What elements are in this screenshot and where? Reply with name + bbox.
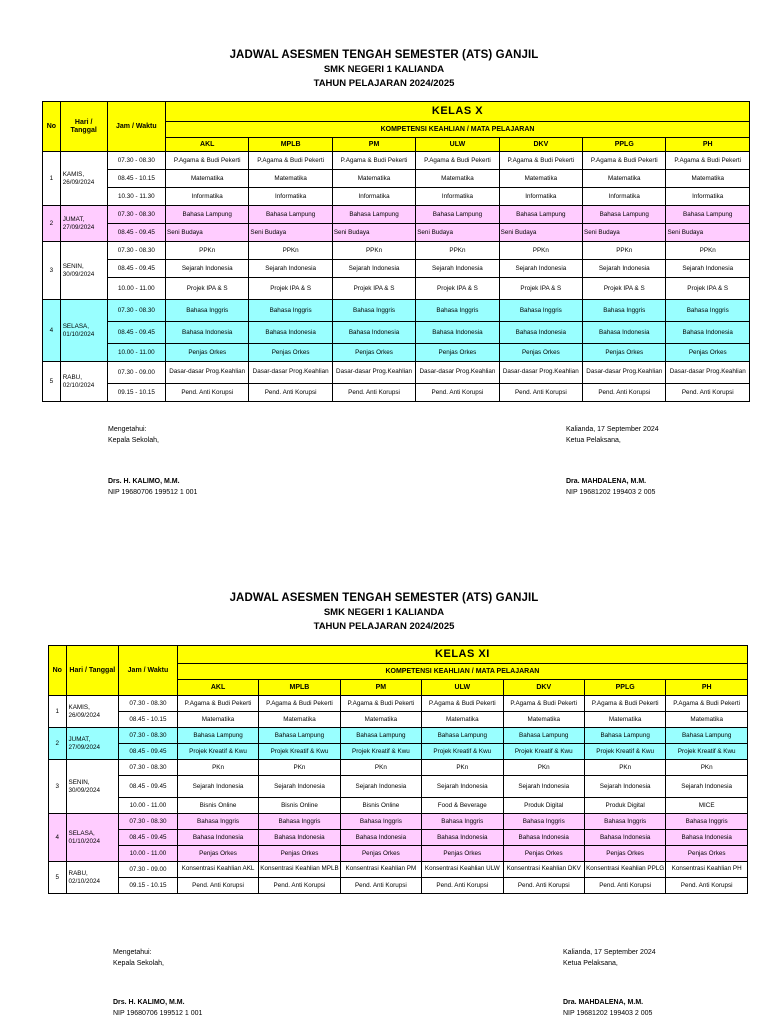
- subject-cell: PPKn: [666, 242, 750, 260]
- subject-cell: Bahasa Lampung: [499, 206, 582, 224]
- kompetensi-header: KOMPETENSI KEAHLIAN / MATA PELAJARAN: [166, 122, 750, 138]
- school-name: SMK NEGERI 1 KALIANDA: [323, 607, 445, 618]
- subject-cell: Matematika: [584, 712, 665, 728]
- subject-cell: Pend. Anti Korupsi: [177, 878, 258, 894]
- table-row: [43, 152, 750, 170]
- subject-cell: Konsentrasi Keahlian AKL: [177, 862, 258, 878]
- academic-year: TAHUN PELAJARAN 2024/2025: [313, 621, 455, 632]
- subject-cell: Pend. Anti Korupsi: [332, 384, 415, 402]
- subject-cell: Seni Budaya: [499, 224, 582, 242]
- subject-cell: Bahasa Inggris: [416, 300, 499, 322]
- col-header-akl: AKL: [166, 138, 249, 152]
- subject-cell: Penjas Orkes: [583, 344, 666, 362]
- subject-cell: Bahasa Indonesia: [416, 322, 499, 344]
- subject-cell: Matematika: [340, 712, 421, 728]
- table-row: [43, 344, 750, 362]
- subject-cell: Seni Budaya: [332, 224, 415, 242]
- subject-cell: Seni Budaya: [249, 224, 332, 242]
- day-date: SELASA, 01/10/2024: [60, 300, 107, 362]
- kepala-label: Kepala Sekolah,: [113, 960, 164, 967]
- subject-cell: Penjas Orkes: [584, 846, 665, 862]
- subject-cell: PKn: [259, 760, 340, 776]
- signature-kepala: [108, 424, 197, 498]
- subject-cell: Bahasa Inggris: [249, 300, 332, 322]
- subject-cell: Sejarah Indonesia: [503, 776, 584, 798]
- subject-cell: P.Agama & Budi Pekerti: [422, 696, 503, 712]
- day-date: SENIN, 30/09/2024: [66, 760, 119, 814]
- subject-cell: Informatika: [583, 188, 666, 206]
- day-date: SENIN, 30/09/2024: [60, 242, 107, 300]
- subject-cell: PPKn: [249, 242, 332, 260]
- subject-cell: Matematika: [177, 712, 258, 728]
- subject-cell: Sejarah Indonesia: [422, 776, 503, 798]
- time-slot: 07.30 - 08.30: [119, 696, 178, 712]
- mengetahui-label: Mengetahui:: [108, 426, 147, 433]
- subject-cell: Pend. Anti Korupsi: [666, 384, 750, 402]
- time-slot: 07.30 - 08.30: [107, 300, 165, 322]
- col-header-pm: PM: [340, 680, 421, 696]
- day-number: 4: [49, 814, 67, 862]
- subject-cell: Bahasa Lampung: [340, 728, 421, 744]
- subject-cell: Informatika: [499, 188, 582, 206]
- subject-cell: Bahasa Lampung: [422, 728, 503, 744]
- col-header-time: Jam / Waktu: [119, 646, 178, 696]
- table-row: [43, 206, 750, 224]
- subject-cell: Bahasa Indonesia: [166, 322, 249, 344]
- subject-cell: Bisnis Online: [177, 798, 258, 814]
- subject-cell: Bahasa Indonesia: [249, 322, 332, 344]
- col-header-time: Jam / Waktu: [107, 102, 165, 152]
- table-row: [43, 362, 750, 384]
- col-header-dkv: DKV: [499, 138, 582, 152]
- subject-cell: Projek Kreatif & Kwu: [584, 744, 665, 760]
- subject-cell: Sejarah Indonesia: [416, 260, 499, 278]
- subject-cell: Pend. Anti Korupsi: [249, 384, 332, 402]
- subject-cell: Pend. Anti Korupsi: [503, 878, 584, 894]
- subject-cell: Projek IPA & S: [499, 278, 582, 300]
- subject-cell: Dasar-dasar Prog.Keahlian: [416, 362, 499, 384]
- subject-cell: PPKn: [332, 242, 415, 260]
- signature-ketua: [563, 947, 656, 1019]
- subject-cell: Bahasa Lampung: [666, 728, 748, 744]
- subject-cell: PPKn: [416, 242, 499, 260]
- subject-cell: Produk Digital: [503, 798, 584, 814]
- doc-title: JADWAL ASESMEN TENGAH SEMESTER (ATS) GANJIL: [229, 592, 539, 604]
- time-slot: 07.30 - 08.30: [107, 206, 165, 224]
- subject-cell: Seni Budaya: [416, 224, 499, 242]
- table-row: [43, 260, 750, 278]
- subject-cell: Produk Digital: [584, 798, 665, 814]
- table-row: [49, 878, 748, 894]
- schedule-table: [42, 101, 750, 402]
- table-row: [49, 760, 748, 776]
- subject-cell: PKn: [503, 760, 584, 776]
- subject-cell: Matematika: [666, 712, 748, 728]
- subject-cell: Sejarah Indonesia: [499, 260, 582, 278]
- subject-cell: Pend. Anti Korupsi: [340, 878, 421, 894]
- subject-cell: Penjas Orkes: [249, 344, 332, 362]
- time-slot: 08.45 - 09.45: [119, 744, 178, 760]
- table-row: [43, 300, 750, 322]
- subject-cell: Pend. Anti Korupsi: [499, 384, 582, 402]
- subject-cell: Bahasa Inggris: [422, 814, 503, 830]
- subject-cell: Bahasa Indonesia: [584, 830, 665, 846]
- time-slot: 07.30 - 08.30: [107, 152, 165, 170]
- subject-cell: P.Agama & Budi Pekerti: [583, 152, 666, 170]
- col-header-dkv: DKV: [503, 680, 584, 696]
- subject-cell: Projek IPA & S: [583, 278, 666, 300]
- subject-cell: Matematika: [666, 170, 750, 188]
- day-date: KAMIS, 26/09/2024: [60, 152, 107, 206]
- subject-cell: Projek IPA & S: [249, 278, 332, 300]
- day-number: 2: [43, 206, 61, 242]
- subject-cell: Penjas Orkes: [332, 344, 415, 362]
- time-slot: 10.00 - 11.00: [119, 846, 178, 862]
- table-row: [49, 846, 748, 862]
- subject-cell: Sejarah Indonesia: [177, 776, 258, 798]
- time-slot: 09.15 - 10.15: [107, 384, 165, 402]
- col-header-pm: PM: [332, 138, 415, 152]
- table-row: [49, 696, 748, 712]
- subject-cell: Bahasa Inggris: [503, 814, 584, 830]
- subject-cell: Bahasa Inggris: [259, 814, 340, 830]
- subject-cell: PPKn: [499, 242, 582, 260]
- subject-cell: Bisnis Online: [340, 798, 421, 814]
- subject-cell: Bahasa Indonesia: [340, 830, 421, 846]
- subject-cell: Matematika: [499, 170, 582, 188]
- subject-cell: Sejarah Indonesia: [249, 260, 332, 278]
- time-slot: 08.45 - 09.45: [107, 224, 165, 242]
- table-row: [49, 728, 748, 744]
- subject-cell: Bahasa Inggris: [499, 300, 582, 322]
- subject-cell: Matematika: [416, 170, 499, 188]
- subject-cell: Bahasa Lampung: [259, 728, 340, 744]
- subject-cell: Pend. Anti Korupsi: [666, 878, 748, 894]
- subject-cell: Bahasa Lampung: [332, 206, 415, 224]
- kepala-nip: NIP 19680706 199512 1 001: [108, 489, 198, 496]
- subject-cell: Matematika: [166, 170, 249, 188]
- col-header-akl: AKL: [177, 680, 258, 696]
- time-slot: 07.30 - 09.00: [119, 862, 178, 878]
- table-row: [49, 862, 748, 878]
- day-date: KAMIS, 26/09/2024: [66, 696, 119, 728]
- kepala-name: Drs. H. KALIMO, M.M.: [108, 478, 180, 485]
- header-kelas-x: [0, 48, 768, 91]
- subject-cell: P.Agama & Budi Pekerti: [259, 696, 340, 712]
- subject-cell: PPKn: [583, 242, 666, 260]
- subject-cell: Penjas Orkes: [503, 846, 584, 862]
- ketua-name: Dra. MAHDALENA, M.M.: [566, 478, 647, 485]
- col-header-day: Hari / Tanggal: [60, 102, 107, 152]
- kepala-label: Kepala Sekolah,: [108, 437, 159, 444]
- subject-cell: Bahasa Inggris: [340, 814, 421, 830]
- subject-cell: Informatika: [416, 188, 499, 206]
- col-header-pplg: PPLG: [584, 680, 665, 696]
- col-header-ph: PH: [666, 138, 750, 152]
- signature-kepala: [113, 947, 202, 1019]
- table-row: [43, 384, 750, 402]
- subject-cell: Bahasa Indonesia: [422, 830, 503, 846]
- time-slot: 10.30 - 11.30: [107, 188, 165, 206]
- subject-cell: Seni Budaya: [666, 224, 750, 242]
- subject-cell: Bahasa Inggris: [332, 300, 415, 322]
- subject-cell: Konsentrasi Keahlian ULW: [422, 862, 503, 878]
- subject-cell: Matematika: [422, 712, 503, 728]
- subject-cell: Penjas Orkes: [499, 344, 582, 362]
- subject-cell: Pend. Anti Korupsi: [259, 878, 340, 894]
- subject-cell: P.Agama & Budi Pekerti: [666, 152, 750, 170]
- subject-cell: Projek IPA & S: [166, 278, 249, 300]
- col-header-mplb: MPLB: [259, 680, 340, 696]
- time-slot: 10.00 - 11.00: [107, 278, 165, 300]
- subject-cell: Pend. Anti Korupsi: [584, 878, 665, 894]
- subject-cell: Bahasa Lampung: [584, 728, 665, 744]
- subject-cell: Bahasa Lampung: [503, 728, 584, 744]
- kelas-title: KELAS XI: [177, 646, 747, 664]
- subject-cell: Penjas Orkes: [666, 846, 748, 862]
- subject-cell: Bahasa Inggris: [177, 814, 258, 830]
- subject-cell: Bahasa Lampung: [416, 206, 499, 224]
- school-name: SMK NEGERI 1 KALIANDA: [323, 64, 445, 75]
- day-date: SELASA, 01/10/2024: [66, 814, 119, 862]
- sign-date: Kalianda, 17 September 2024: [566, 426, 659, 433]
- day-number: 2: [49, 728, 67, 760]
- doc-title: JADWAL ASESMEN TENGAH SEMESTER (ATS) GANJIL: [229, 49, 539, 61]
- time-slot: 07.30 - 08.30: [119, 728, 178, 744]
- day-number: 4: [43, 300, 61, 362]
- subject-cell: P.Agama & Budi Pekerti: [340, 696, 421, 712]
- subject-cell: Matematika: [583, 170, 666, 188]
- subject-cell: Bahasa Indonesia: [499, 322, 582, 344]
- subject-cell: Konsentrasi Keahlian PH: [666, 862, 748, 878]
- table-row: [49, 712, 748, 728]
- subject-cell: Informatika: [332, 188, 415, 206]
- subject-cell: Bahasa Inggris: [666, 814, 748, 830]
- subject-cell: Pend. Anti Korupsi: [166, 384, 249, 402]
- subject-cell: Penjas Orkes: [177, 846, 258, 862]
- signature-ketua: [566, 424, 659, 498]
- subject-cell: Projek IPA & S: [666, 278, 750, 300]
- subject-cell: Pend. Anti Korupsi: [422, 878, 503, 894]
- subject-cell: Informatika: [249, 188, 332, 206]
- subject-cell: Pend. Anti Korupsi: [416, 384, 499, 402]
- subject-cell: P.Agama & Budi Pekerti: [584, 696, 665, 712]
- subject-cell: Food & Beverage: [422, 798, 503, 814]
- subject-cell: Sejarah Indonesia: [332, 260, 415, 278]
- subject-cell: Bahasa Indonesia: [583, 322, 666, 344]
- subject-cell: P.Agama & Budi Pekerti: [499, 152, 582, 170]
- table-row: [43, 242, 750, 260]
- table-row: [49, 798, 748, 814]
- kompetensi-header: KOMPETENSI KEAHLIAN / MATA PELAJARAN: [177, 664, 747, 680]
- subject-cell: Penjas Orkes: [259, 846, 340, 862]
- subject-cell: Pend. Anti Korupsi: [583, 384, 666, 402]
- time-slot: 08.45 - 10.15: [107, 170, 165, 188]
- academic-year: TAHUN PELAJARAN 2024/2025: [313, 78, 455, 89]
- subject-cell: Projek Kreatif & Kwu: [503, 744, 584, 760]
- table-row: [43, 188, 750, 206]
- day-date: JUMAT, 27/09/2024: [66, 728, 119, 760]
- table-row: [49, 776, 748, 798]
- subject-cell: Sejarah Indonesia: [583, 260, 666, 278]
- kepala-nip: NIP 19680706 199512 1 001: [113, 1010, 203, 1017]
- time-slot: 07.30 - 08.30: [119, 760, 178, 776]
- subject-cell: Sejarah Indonesia: [584, 776, 665, 798]
- day-date: RABU, 02/10/2024: [66, 862, 119, 894]
- day-number: 3: [43, 242, 61, 300]
- subject-cell: PKn: [584, 760, 665, 776]
- time-slot: 07.30 - 09.00: [107, 362, 165, 384]
- time-slot: 08.45 - 09.45: [107, 322, 165, 344]
- subject-cell: Bahasa Lampung: [583, 206, 666, 224]
- ketua-label: Ketua Pelaksana,: [566, 437, 621, 444]
- col-header-pplg: PPLG: [583, 138, 666, 152]
- subject-cell: Konsentrasi Keahlian PM: [340, 862, 421, 878]
- subject-cell: Projek IPA & S: [332, 278, 415, 300]
- sign-date: Kalianda, 17 September 2024: [563, 949, 656, 956]
- subject-cell: Penjas Orkes: [340, 846, 421, 862]
- subject-cell: Projek Kreatif & Kwu: [259, 744, 340, 760]
- day-number: 1: [43, 152, 61, 206]
- ketua-name: Dra. MAHDALENA, M.M.: [563, 999, 644, 1006]
- subject-cell: Sejarah Indonesia: [166, 260, 249, 278]
- ketua-nip: NIP 19681202 199403 2 005: [566, 489, 656, 496]
- subject-cell: Matematika: [249, 170, 332, 188]
- subject-cell: P.Agama & Budi Pekerti: [249, 152, 332, 170]
- subject-cell: Konsentrasi Keahlian MPLB: [259, 862, 340, 878]
- subject-cell: Bahasa Lampung: [166, 206, 249, 224]
- subject-cell: Bahasa Inggris: [166, 300, 249, 322]
- subject-cell: PKn: [666, 760, 748, 776]
- subject-cell: Projek Kreatif & Kwu: [666, 744, 748, 760]
- subject-cell: Sejarah Indonesia: [666, 260, 750, 278]
- subject-cell: Bahasa Indonesia: [503, 830, 584, 846]
- table-row: [49, 830, 748, 846]
- subject-cell: Bahasa Lampung: [249, 206, 332, 224]
- subject-cell: Bahasa Indonesia: [332, 322, 415, 344]
- subject-cell: P.Agama & Budi Pekerti: [503, 696, 584, 712]
- subject-cell: Penjas Orkes: [416, 344, 499, 362]
- ketua-label: Ketua Pelaksana,: [563, 960, 618, 967]
- subject-cell: Sejarah Indonesia: [340, 776, 421, 798]
- subject-cell: P.Agama & Budi Pekerti: [332, 152, 415, 170]
- subject-cell: PKn: [340, 760, 421, 776]
- time-slot: 07.30 - 08.30: [107, 242, 165, 260]
- subject-cell: Projek IPA & S: [416, 278, 499, 300]
- table-row: [43, 170, 750, 188]
- subject-cell: Sejarah Indonesia: [666, 776, 748, 798]
- subject-cell: P.Agama & Budi Pekerti: [666, 696, 748, 712]
- subject-cell: Dasar-dasar Prog.Keahlian: [166, 362, 249, 384]
- subject-cell: PPKn: [166, 242, 249, 260]
- subject-cell: Bahasa Indonesia: [259, 830, 340, 846]
- schedule-table: [48, 645, 748, 894]
- subject-cell: Bisnis Online: [259, 798, 340, 814]
- time-slot: 08.45 - 09.45: [119, 776, 178, 798]
- subject-cell: Bahasa Inggris: [666, 300, 750, 322]
- table-row: [49, 814, 748, 830]
- col-header-mplb: MPLB: [249, 138, 332, 152]
- subject-cell: Konsentrasi Keahlian DKV: [503, 862, 584, 878]
- subject-cell: Informatika: [166, 188, 249, 206]
- subject-cell: Matematika: [259, 712, 340, 728]
- time-slot: 08.45 - 09.45: [107, 260, 165, 278]
- day-number: 1: [49, 696, 67, 728]
- day-number: 5: [49, 862, 67, 894]
- day-number: 3: [49, 760, 67, 814]
- subject-cell: Matematika: [332, 170, 415, 188]
- subject-cell: Bahasa Indonesia: [177, 830, 258, 846]
- subject-cell: Seni Budaya: [166, 224, 249, 242]
- subject-cell: Dasar-dasar Prog.Keahlian: [666, 362, 750, 384]
- time-slot: 10.00 - 11.00: [107, 344, 165, 362]
- time-slot: 10.00 - 11.00: [119, 798, 178, 814]
- day-number: 5: [43, 362, 61, 402]
- time-slot: 09.15 - 10.15: [119, 878, 178, 894]
- time-slot: 07.30 - 08.30: [119, 814, 178, 830]
- col-header-ulw: ULW: [416, 138, 499, 152]
- subject-cell: Bahasa Lampung: [177, 728, 258, 744]
- subject-cell: Projek Kreatif & Kwu: [177, 744, 258, 760]
- subject-cell: P.Agama & Budi Pekerti: [177, 696, 258, 712]
- table-row: [49, 744, 748, 760]
- table-row: [43, 322, 750, 344]
- subject-cell: Dasar-dasar Prog.Keahlian: [249, 362, 332, 384]
- subject-cell: Seni Budaya: [583, 224, 666, 242]
- subject-cell: Bahasa Indonesia: [666, 830, 748, 846]
- subject-cell: Dasar-dasar Prog.Keahlian: [332, 362, 415, 384]
- day-date: JUMAT, 27/09/2024: [60, 206, 107, 242]
- table-row: [43, 278, 750, 300]
- col-header-ph: PH: [666, 680, 748, 696]
- subject-cell: Penjas Orkes: [166, 344, 249, 362]
- col-header-no: No: [43, 102, 61, 152]
- col-header-no: No: [49, 646, 67, 696]
- subject-cell: Dasar-dasar Prog.Keahlian: [583, 362, 666, 384]
- subject-cell: Bahasa Inggris: [583, 300, 666, 322]
- ketua-nip: NIP 19681202 199403 2 005: [563, 1010, 653, 1017]
- subject-cell: Konsentrasi Keahlian PPLG: [584, 862, 665, 878]
- subject-cell: PKn: [422, 760, 503, 776]
- header-kelas-xi: [0, 591, 768, 634]
- subject-cell: Dasar-dasar Prog.Keahlian: [499, 362, 582, 384]
- subject-cell: PKn: [177, 760, 258, 776]
- subject-cell: Penjas Orkes: [666, 344, 750, 362]
- subject-cell: Matematika: [503, 712, 584, 728]
- time-slot: 08.45 - 09.45: [119, 830, 178, 846]
- subject-cell: Bahasa Lampung: [666, 206, 750, 224]
- subject-cell: Informatika: [666, 188, 750, 206]
- subject-cell: P.Agama & Budi Pekerti: [416, 152, 499, 170]
- table-row: [43, 224, 750, 242]
- col-header-ulw: ULW: [422, 680, 503, 696]
- subject-cell: P.Agama & Budi Pekerti: [166, 152, 249, 170]
- subject-cell: Projek Kreatif & Kwu: [340, 744, 421, 760]
- kepala-name: Drs. H. KALIMO, M.M.: [113, 999, 185, 1006]
- subject-cell: Sejarah Indonesia: [259, 776, 340, 798]
- subject-cell: Bahasa Indonesia: [666, 322, 750, 344]
- subject-cell: MICE: [666, 798, 748, 814]
- time-slot: 08.45 - 10.15: [119, 712, 178, 728]
- day-date: RABU, 02/10/2024: [60, 362, 107, 402]
- mengetahui-label: Mengetahui:: [113, 949, 152, 956]
- subject-cell: Penjas Orkes: [422, 846, 503, 862]
- subject-cell: Bahasa Inggris: [584, 814, 665, 830]
- col-header-day: Hari / Tanggal: [66, 646, 119, 696]
- kelas-title: KELAS X: [166, 102, 750, 122]
- subject-cell: Projek Kreatif & Kwu: [422, 744, 503, 760]
